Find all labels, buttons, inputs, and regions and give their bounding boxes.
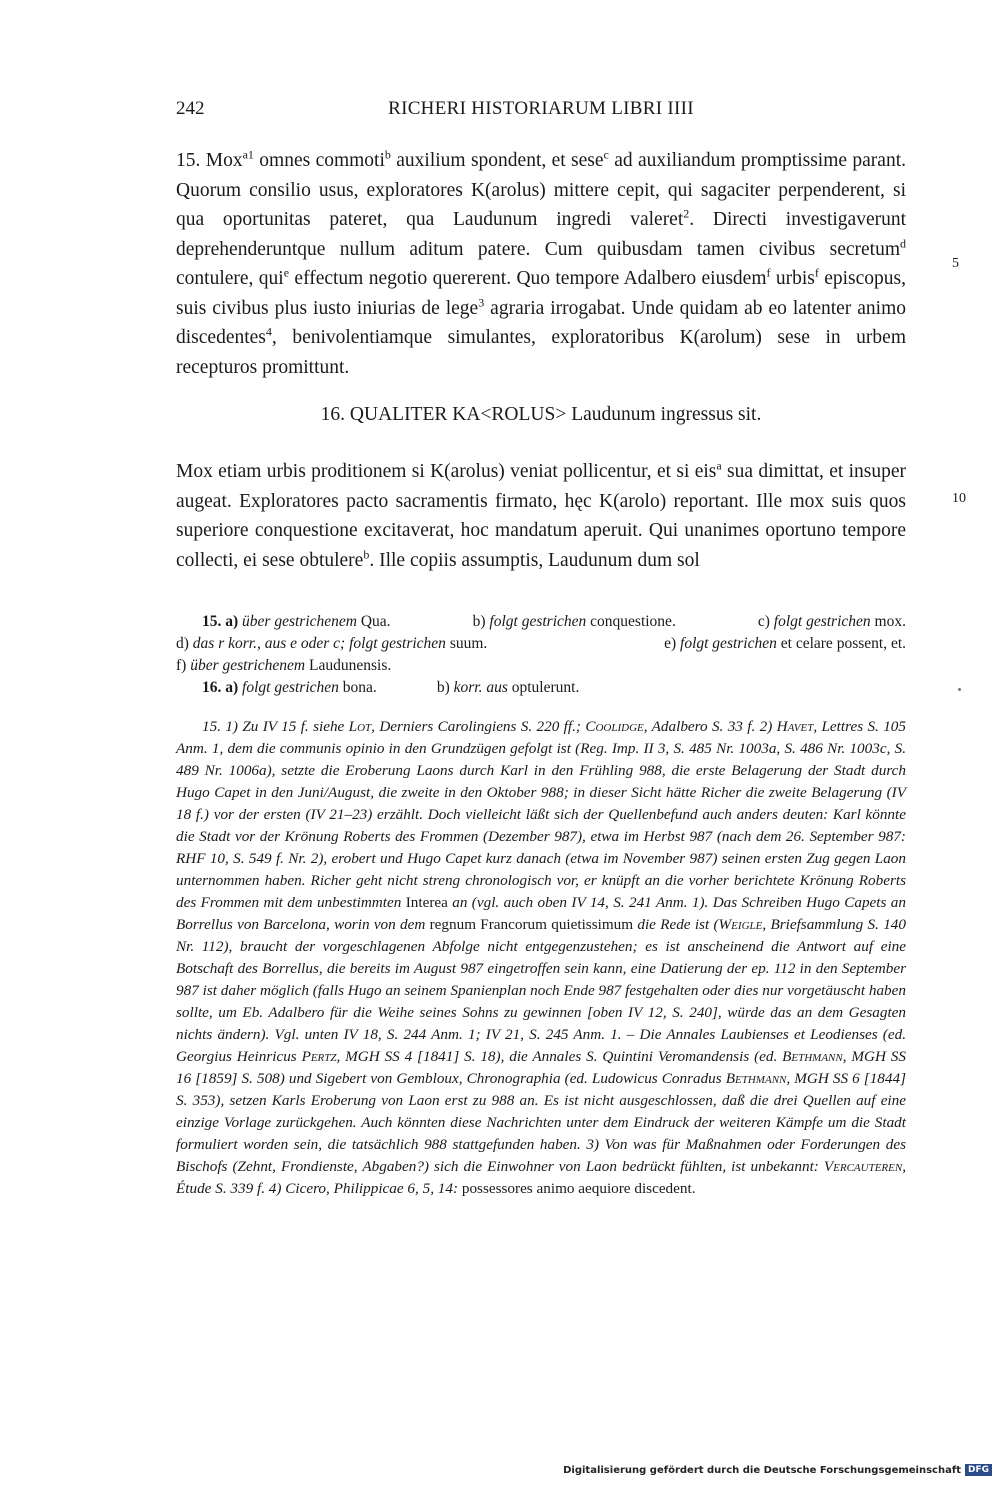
line-number-10: 10 [952, 491, 966, 506]
scan-speck [958, 688, 961, 691]
note-paragraph: 15. 1) Zu IV 15 f. siehe Lot, Derniers Carolingiens S. 220 ff.; Coolidge, Adalbero S. 33 f. 2) Havet, Lettres S. 105 Anm. 1, dem die communis opinio in den Grundzügen gefolgt ist (Reg. Imp. II 3, S. 485 Nr. 1003a, S. 486 Nr. 1003c, S. 489 Nr. 1006a), setzte die Eroberung Laons durch Karl in den Frühling 988, die erste Belagerung der Stadt durch Hugo Capet in den Juni/August, die zweite in den Oktober 988; in dieser Sicht hätte Richer die zweite Belagerung (IV 18 f.) vor der ersten (IV 21–23) erzählt. Doch vielleicht läßt sich der Quellenbefund auch anders deuten: Karl könnte die Stadt vor der Krönung Roberts des Frommen (Dezember 987), etwa im Herbst 987 (nach dem 26. September 987: RHF 10, S. 549 f. Nr. 2), erobert und Hugo Capet kurz danach (etwa im November 987) seinen ersten Zug gegen Laon unternommen haben. Richer geht nicht streng chronologisch vor, er knüpft an die vorher berichtete Krönung Roberts des Frommen mit dem unbestimmten Interea an (vgl. auch oben IV 14, S. 241 Anm. 1). Das Schreiben Hugo Capets an Borrellus von Barcelona, worin von dem regnum Francorum quietissimum die Rede ist (Weigle, Briefsammlung S. 140 Nr. 112), braucht der vorgeschlagenen Abfolge nicht entgegenzustehen; es ist anscheinend die Antwort auf eine Botschaft des Borrellus, die bereits im August 987 eingetroffen sein kann, eine Datierung der ep. 112 in den September 987 ist daher möglich (falls Hugo an seinem Spanienplan noch Ende 987 festgehalten oder dies nur vorgetäuscht haben sollte, um Eb. Adalbero für die Weihe seines Sohns zu gewinnen [oben IV 12, S. 240], würde das an dem Gesagten nichts ändern). Vgl. unten IV 18, S. 244 Anm. 1; IV 21, S. 245 Anm. 1. – Die Annales Laubienses et Leodienses (ed. Georgius Heinricus Pertz, MGH SS 4 [1841] S. 18), die Annales S. Quintini Veromandensis (ed. Bethmann, MGH SS 16 [1859] S. 508) und Sigebert von Gembloux, Chronographia (ed. Ludowicus Conradus Bethmann, MGH SS 6 [1844] S. 353), setzen Karls Eroberung von Laon erst zu 988 an. Es ist nicht ausgeschlossen, daß die drei Quellen auf eine einzige Vorlage zurückgehen. Auch könnten diese Nachrichten unter dem Eindruck der weiteren Kämpfe um die Stadt formuliert worden sein, die tatsächlich 988 stattgefunden haben. 3) Von was für Maßnahmen oder Forderungen des Bischofs (Zehnt, Frondienste, Abgaben?) sich die Einwohner von Laon bedrückt fühlten, ist unbekannt: Vercauteren, Étude S. 339 f. 4) Cicero, Philippicae 6, 5, 14: possessores animo aequiore discedent. [176, 718, 906, 1197]
paragraph: Mox etiam urbis proditionem si K(arolus) veniat pollicentur, et si eis$^a$ sua dimittat, et insuper augeat. Exploratores pacto sacramentis firmato, hęc K(arolo) reportant. Ille mox suis quos superiore conquestione excitaverat, hoc mandatum aperuit. Qui unanimes oportuno tempore collecti, ei sese obtulere$^b$. Ille copiis assumptis, Laudunum dum sol [176, 458, 906, 571]
dfg-logo: DFG [965, 1464, 992, 1476]
apparatus-line: 16. a) folgt gestrichen bona. b) korr. aus optulerunt. [202, 679, 580, 696]
digitization-credit [563, 1464, 992, 1476]
apparatus-line: d) das r korr., aus e oder c; folgt gestrichen suum. e) folgt gestrichen et celare possent, et. [176, 635, 906, 652]
page-header [176, 98, 906, 126]
running-title: RICHERI HISTORIARUM LIBRI IIII [388, 98, 694, 119]
line-number-5: 5 [952, 256, 959, 271]
critical-apparatus [176, 611, 906, 699]
apparatus-line: 15. a) über gestrichenem Qua. b) folgt gestrichen conquestione. c) folgt gestrichen mox. [202, 613, 906, 630]
page-number: 242 [176, 98, 205, 119]
apparatus-line: f) über gestrichenem Laudunensis. [176, 657, 392, 674]
historical-notes [176, 716, 906, 1200]
credit-text: Digitalisierung gefördert durch die Deutsche Forschungsgemeinschaft [563, 1464, 961, 1476]
paragraph: 15. Mox$^{a1}$ omnes commoti$^b$ auxilium spondent, et sese$^c$ ad auxiliandum promptissime parant. Quorum consilio usus, exploratores K(arolus) mittere cepit, qui sagaciter perpenderent, si qua oportunitas pateret, qua Laudunum ingredi valeret$^2$. Directi investigaverunt deprehenderuntque nullum aditum patere. Cum quibusdam tamen civibus secretum$^d$ contulere, qui$^e$ effectum negotio quererent. Quo tempore Adalbero eiusdem$^f$ urbis$^f$ episcopus, suis civibus plus iusto iniurias de lege$^3$ agraria irrogabat. Unde quidam ab eo latenter animo discedentes$^4$, benivolentiamque simulantes, exploratoribus K(arolum) sese in urbem recepturos promittunt. [176, 147, 907, 378]
section-16-heading: 16. QUALITER KA<ROLUS> Laudunum ingressus sit. [320, 404, 762, 425]
section-15-text [176, 146, 906, 382]
section-16-text [176, 457, 906, 575]
